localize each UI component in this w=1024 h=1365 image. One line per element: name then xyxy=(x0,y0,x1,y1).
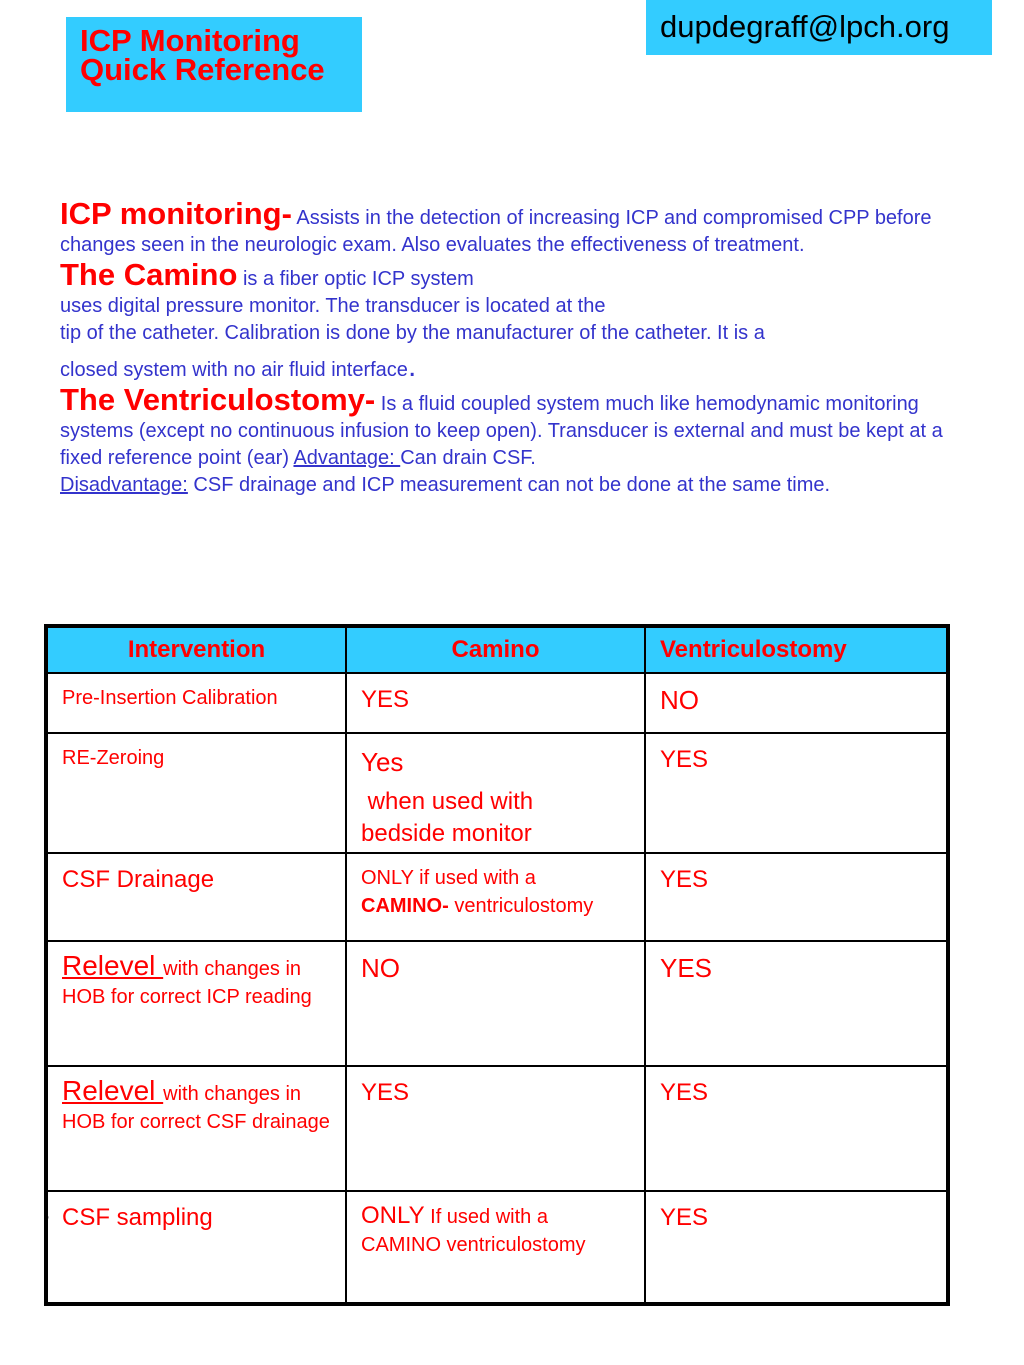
camino-bold: CAMINO- xyxy=(361,895,449,917)
table-row xyxy=(46,853,948,941)
camino-period: . xyxy=(407,350,417,383)
cell-intervention xyxy=(48,942,345,1011)
title-banner xyxy=(66,17,362,112)
cell-camino xyxy=(347,854,644,920)
cell-intervention: Pre-Insertion Calibration xyxy=(62,687,278,709)
camino-line-3: tip of the catheter. Calibration is done by the manufacturer of the catheter. It is a xyxy=(60,322,765,344)
icp-heading: ICP monitoring- xyxy=(60,196,292,231)
header-intervention: Intervention xyxy=(46,626,346,673)
relevel-rest: with changes in HOB for correct ICP reading xyxy=(62,958,312,1008)
camino-line-2: uses digital pressure monitor. The transducer is located at the xyxy=(60,295,606,317)
camino-sub: when used with bedside monitor xyxy=(361,788,540,847)
header-ventriculostomy: Ventriculostomy xyxy=(645,626,948,673)
disadvantage-text: CSF drainage and ICP measurement can not be done at the same time. xyxy=(187,474,831,496)
camino-line-2 xyxy=(361,892,630,920)
camino-line-1: is a fiber optic ICP system xyxy=(237,268,474,290)
camino-paragraph xyxy=(60,257,960,293)
camino-line-4: closed system with no air fluid interface xyxy=(60,359,408,381)
relevel-label: Relevel xyxy=(62,950,164,981)
camino-rest: ventriculostomy xyxy=(448,895,594,917)
email-address: dupdegraff@lpch.org xyxy=(660,9,950,44)
ventric-paragraph xyxy=(60,382,960,499)
cell-intervention: RE-Zeroing xyxy=(62,747,165,769)
cell-intervention: CSF sampling xyxy=(62,1204,213,1231)
advantage-label: Advantage: xyxy=(293,447,401,469)
title-line-2: Quick Reference xyxy=(80,52,325,87)
cell-ventric: YES xyxy=(660,1079,709,1106)
cell-camino xyxy=(347,734,644,850)
camino-main: Yes xyxy=(361,747,404,777)
cell-camino: NO xyxy=(361,953,400,983)
camino-big: ONLY xyxy=(361,1202,425,1229)
cell-camino xyxy=(347,1192,644,1259)
camino-heading: The Camino xyxy=(60,257,238,292)
header-camino: Camino xyxy=(346,626,645,673)
ventric-heading: The Ventriculostomy- xyxy=(60,382,376,417)
email-banner xyxy=(646,0,992,55)
relevel-label: Relevel xyxy=(62,1075,164,1106)
cell-intervention xyxy=(48,1067,345,1136)
camino-rest: If used with a CAMINO ventriculostomy xyxy=(361,1206,586,1256)
table-header-row xyxy=(46,626,948,673)
table-row xyxy=(46,673,948,733)
icp-paragraph xyxy=(60,196,960,259)
table-row xyxy=(46,733,948,853)
cell-camino: YES xyxy=(361,1079,410,1106)
camino-line-4-wrap xyxy=(60,350,960,384)
cell-camino: YES xyxy=(361,686,410,713)
cell-ventric: YES xyxy=(660,866,709,893)
table-row xyxy=(46,941,948,1066)
ventric-text: Is a fluid coupled system much like hemodynamic monitoring systems (except no continuous infusion to keep open). Transducer is external and must be kept at a fixed reference point (ear) xyxy=(60,393,943,469)
disadvantage-label: Disadvantage: xyxy=(60,474,188,496)
title-line-1: ICP Monitoring xyxy=(80,23,300,58)
intro-text xyxy=(60,196,960,499)
cell-ventric: YES xyxy=(660,1204,709,1231)
camino-line-1: ONLY if used with a xyxy=(361,867,536,889)
cell-intervention: CSF Drainage xyxy=(62,866,215,893)
cell-ventric: NO xyxy=(660,685,699,715)
table-row xyxy=(46,1066,948,1191)
cell-ventric: YES xyxy=(660,746,709,773)
icp-text: Assists in the detection of increasing ICP and compromised CPP before changes seen in the neurologic exam. Also evaluates the effectiveness of treatment. xyxy=(60,207,932,256)
relevel-rest: with changes in HOB for correct CSF drainage xyxy=(62,1083,330,1133)
advantage-text: Can drain CSF. xyxy=(400,447,536,469)
table-row xyxy=(46,1191,948,1304)
bullet-dot: · xyxy=(44,1206,51,1228)
comparison-table xyxy=(44,624,950,1306)
cell-ventric: YES xyxy=(660,953,713,983)
